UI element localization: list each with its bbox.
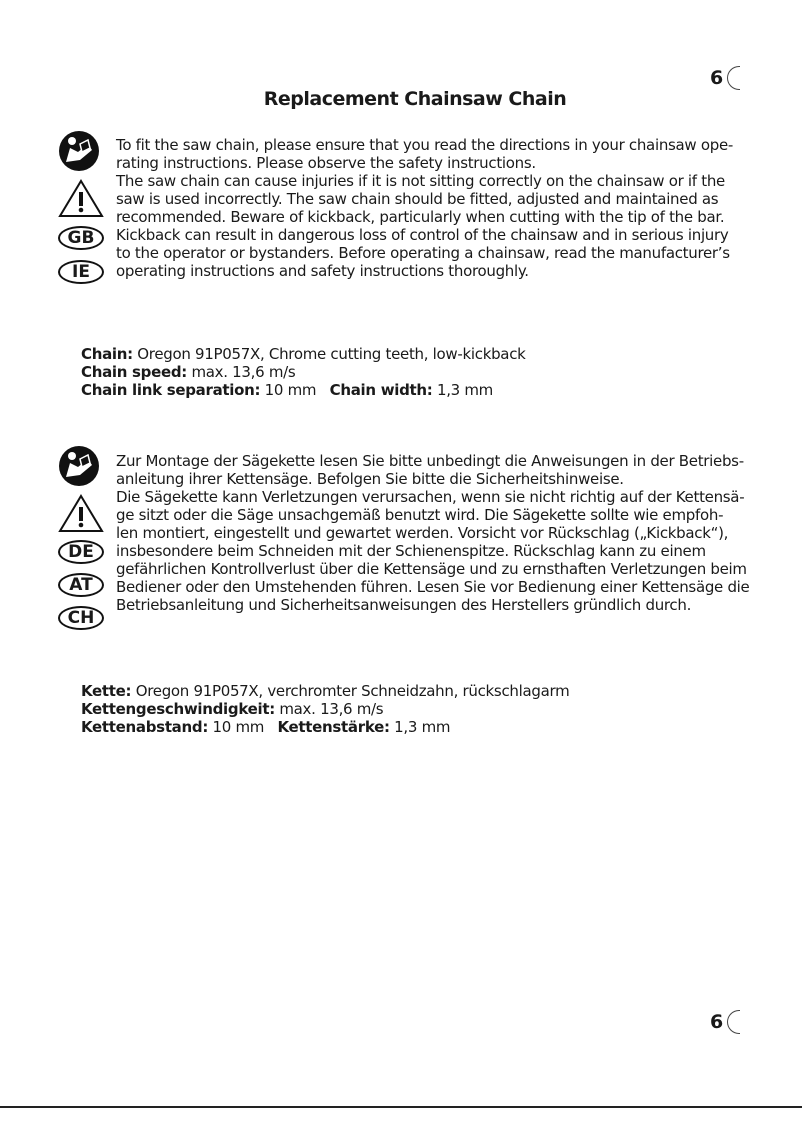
country-badge-ie: IE	[58, 260, 104, 284]
half-circle-icon	[727, 1010, 740, 1034]
text-line: To fit the saw chain, please ensure that you read the directions in your chainsaw ope-	[116, 136, 734, 154]
text-line: len montiert, eingestellt und gewartet werden. Vorsicht vor Rückschlag („Kickback“),	[116, 524, 729, 542]
warning-icon	[58, 493, 104, 533]
text-line: ge sitzt oder die Säge unsachgemäß benutzt wird. Die Sägekette sollte wie empfoh-	[116, 506, 724, 524]
spec-label: Chain:	[81, 345, 133, 363]
de-instructions	[116, 452, 749, 614]
en-instructions	[116, 136, 733, 280]
warning-icon	[58, 178, 104, 218]
de-specs	[81, 682, 569, 736]
text-line: Zur Montage der Sägekette lesen Sie bitte unbedingt die Anweisungen in der Betriebs-	[116, 452, 744, 470]
spec-value: 1,3 mm	[389, 718, 451, 736]
text-line: operating instructions and safety instructions thoroughly.	[116, 262, 529, 280]
text-line: insbesondere beim Schneiden mit der Schienenspitze. Rückschlag kann zu einem	[116, 542, 706, 560]
spec-label: Kettenstärke:	[277, 718, 390, 736]
text-line: Betriebsanleitung und Sicherheitsanweisungen des Herstellers gründlich durch.	[116, 596, 692, 614]
text-line: rating instructions. Please observe the safety instructions.	[116, 154, 536, 172]
text-line: gefährlichen Kontrollverlust über die Kettensäge und zu ernsthaften Verletzungen beim	[116, 560, 747, 578]
en-specs	[81, 345, 526, 399]
text-line: Bediener oder den Umstehenden führen. Lesen Sie vor Bedienung einer Kettensäge die	[116, 578, 750, 596]
text-line: saw is used incorrectly. The saw chain should be fitted, adjusted and maintained as	[116, 190, 719, 208]
country-badge-gb: GB	[58, 226, 104, 250]
half-circle-icon	[727, 66, 740, 90]
page-number-text: 6	[710, 1011, 724, 1033]
page-title: Replacement Chainsaw Chain	[263, 88, 567, 110]
spec-value: 10 mm	[260, 381, 317, 399]
country-badge-de: DE	[58, 540, 104, 564]
spec-label: Kettengeschwindigkeit:	[81, 700, 275, 718]
text-line: to the operator or bystanders. Before operating a chainsaw, read the manufacturer’s	[116, 244, 730, 262]
text-line: The saw chain can cause injuries if it is not sitting correctly on the chainsaw or if the	[116, 172, 725, 190]
country-badge-at: AT	[58, 573, 104, 597]
text-line: Die Sägekette kann Verletzungen verursachen, wenn sie nicht richtig auf der Kettensä-	[116, 488, 745, 506]
spec-label: Kettenabstand:	[81, 718, 209, 736]
page-number-text: 6	[710, 67, 724, 89]
spec-value: 1,3 mm	[432, 381, 493, 399]
spec-value: Oregon 91P057X, Chrome cutting teeth, low-kickback	[132, 345, 526, 363]
bottom-rule	[0, 1106, 802, 1108]
page-number-bottom	[710, 1010, 740, 1034]
spec-value: max. 13,6 m/s	[187, 363, 296, 381]
text-line: anleitung ihrer Kettensäge. Befolgen Sie bitte die Sicherheitshinweise.	[116, 470, 624, 488]
spec-value: 10 mm	[208, 718, 265, 736]
text-line: Kickback can result in dangerous loss of control of the chainsaw and in serious injury	[116, 226, 729, 244]
country-badge-ch: CH	[58, 606, 104, 630]
spec-label: Chain width:	[329, 381, 433, 399]
spec-value: max. 13,6 m/s	[274, 700, 384, 718]
spec-value: Oregon 91P057X, verchromter Schneidzahn, rückschlagarm	[131, 682, 570, 700]
spec-label: Chain link separation:	[81, 381, 261, 399]
read-manual-icon	[58, 445, 100, 487]
read-manual-icon	[58, 130, 100, 172]
text-line: recommended. Beware of kickback, particularly when cutting with the tip of the bar.	[116, 208, 725, 226]
spec-label: Chain speed:	[81, 363, 187, 381]
page-number-top	[710, 66, 740, 90]
spec-label: Kette:	[81, 682, 132, 700]
